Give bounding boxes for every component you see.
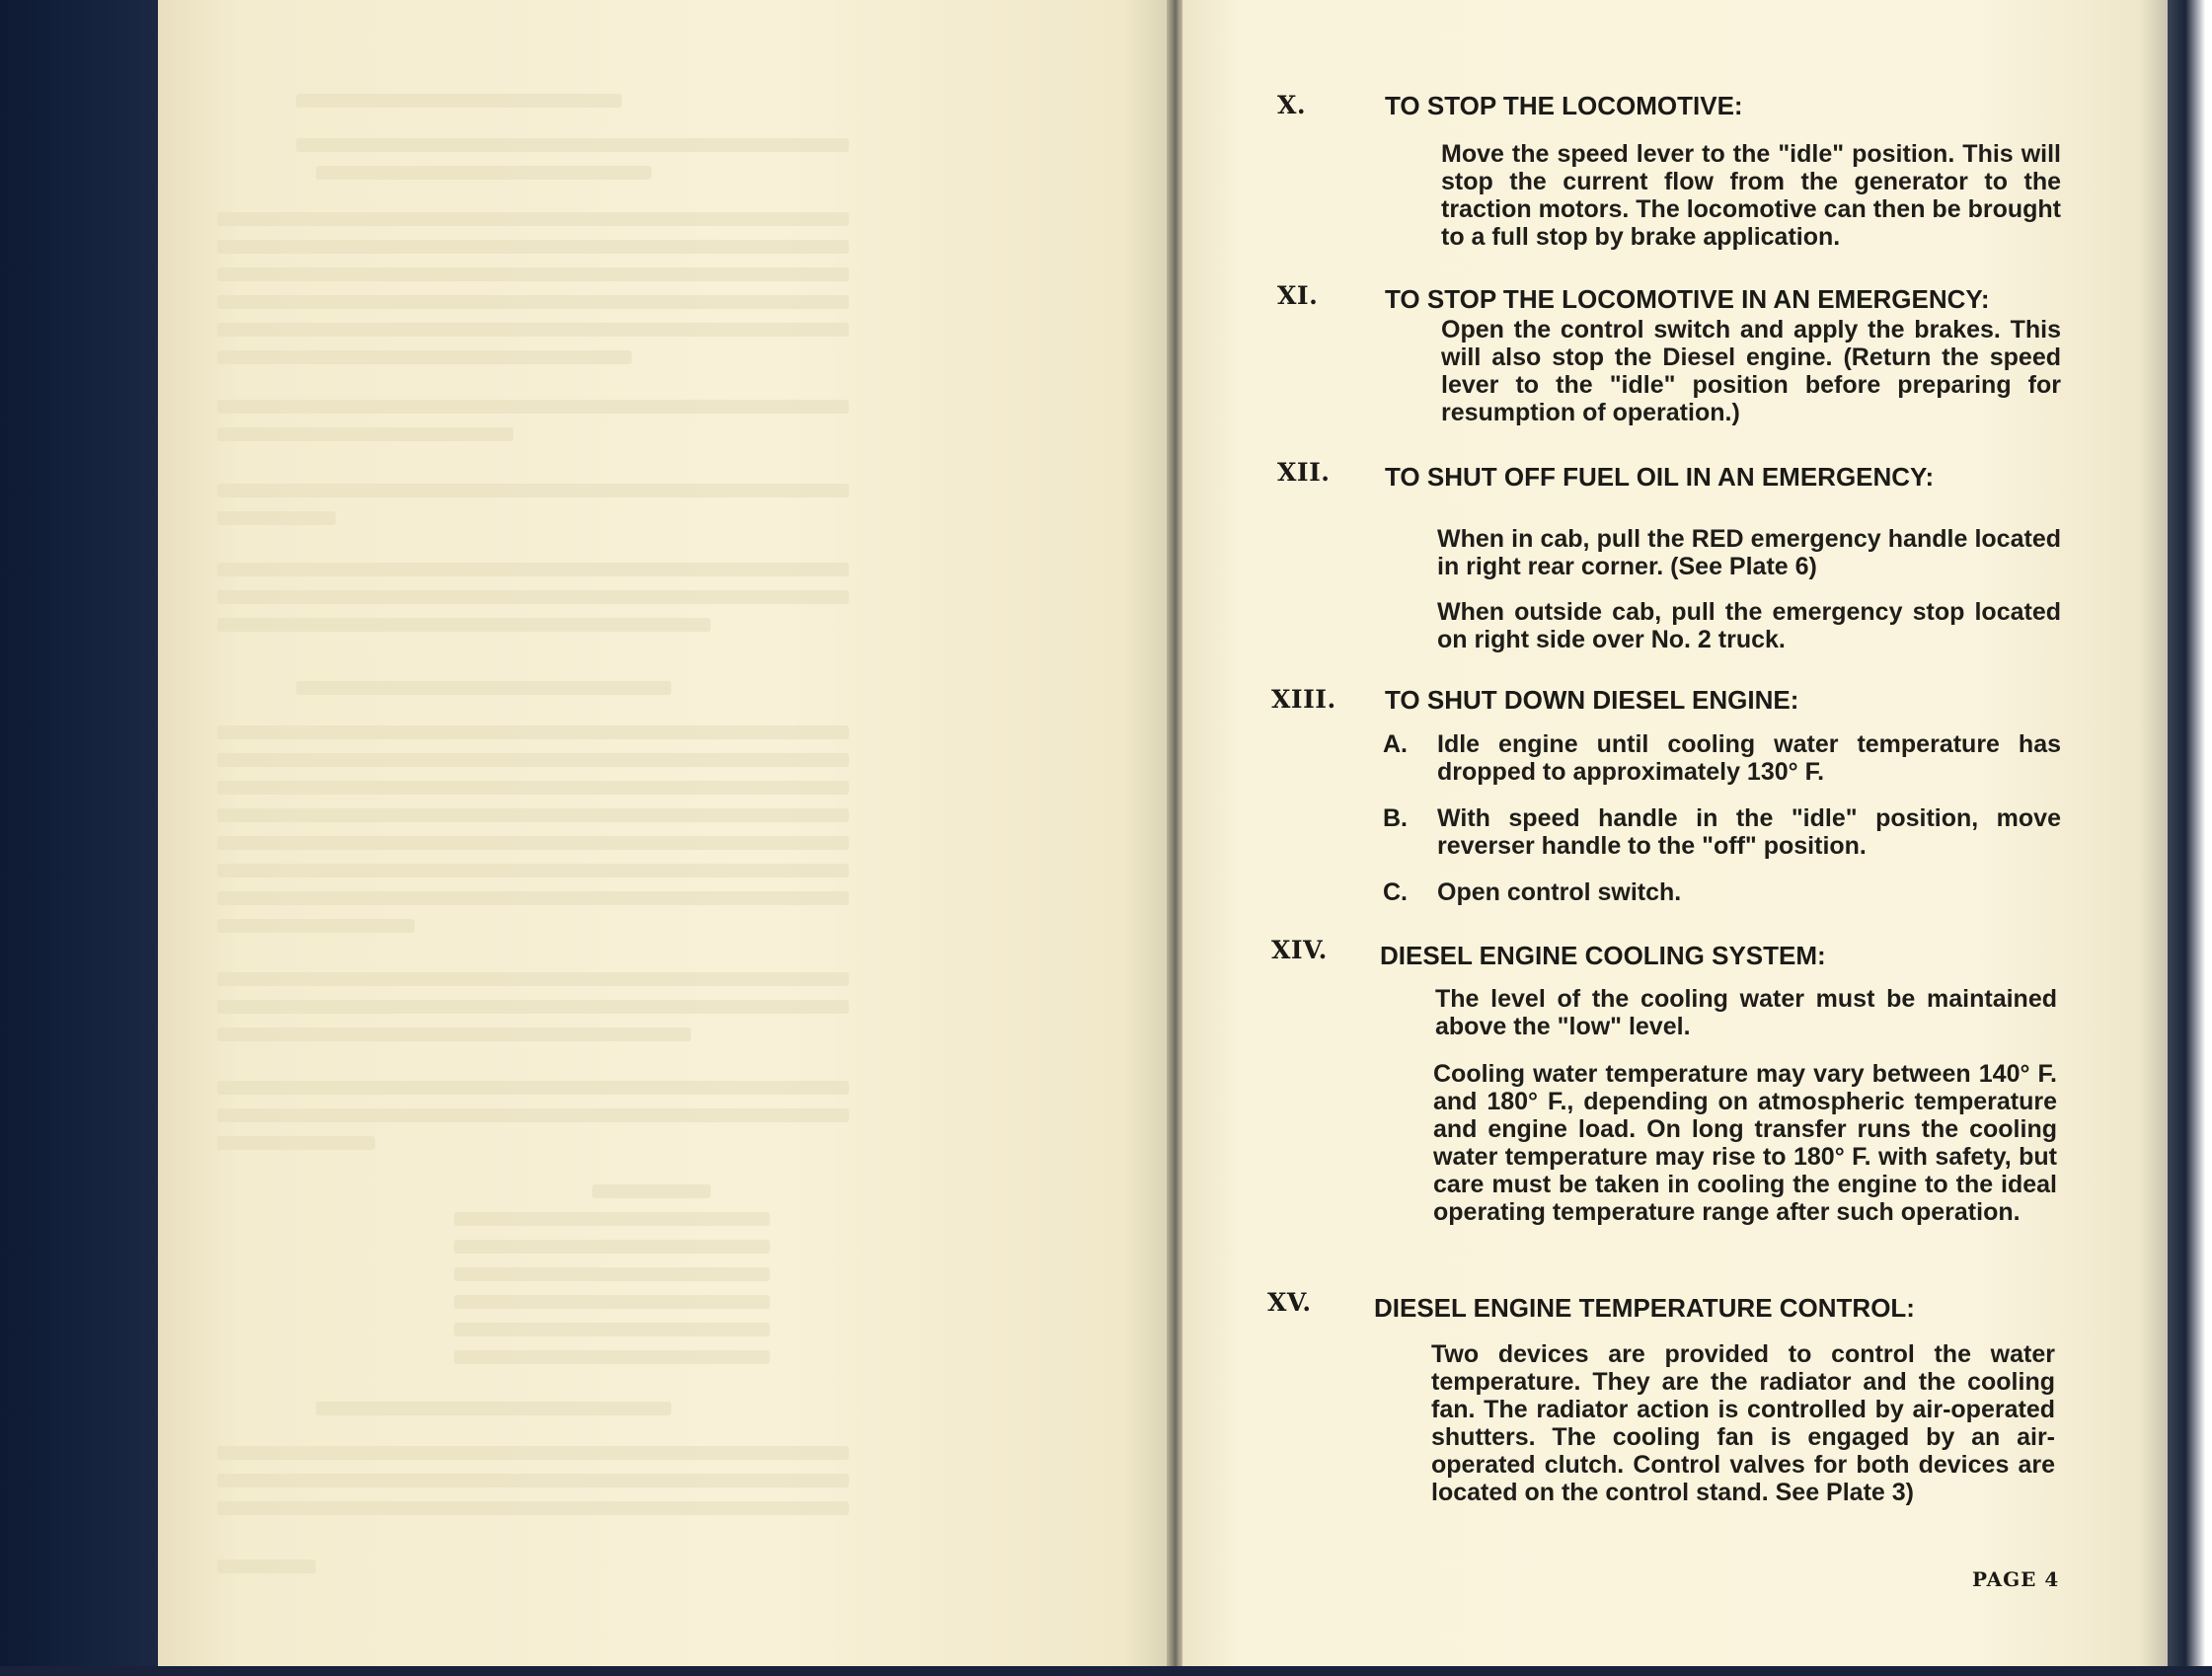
section-paragraph: Two devices are provided to control the water temperature. They are the radiator and the cooling fan. The radiator action is controlled by air-operated shutters. The cooling fan is engaged by an air-operated clutch. Control valves for both devices are located on the control stand. See Plate 3) [1431,1340,2055,1506]
section-heading: TO STOP THE LOCOMOTIVE IN AN EMERGENCY: [1385,284,1990,314]
bleed-through-text [158,0,1175,1668]
right-page [1182,0,2170,1668]
list-item-text: With speed handle in the "idle" position, move reverser handle to the "off" position. [1437,804,2061,860]
section-number: XV. [1267,1288,1312,1317]
section-number: X. [1277,91,1307,119]
section-number: XIV. [1271,936,1328,964]
list-item [1383,878,2064,910]
page-number: PAGE 4 [1972,1567,2060,1591]
list-item [1383,804,2064,864]
left-page [158,0,1175,1668]
section-heading: TO SHUT OFF FUEL OIL IN AN EMERGENCY: [1385,462,1935,492]
section-paragraph: The level of the cooling water must be maintained above the "low" level. [1435,985,2057,1040]
section-paragraph: When outside cab, pull the emergency stop located on right side over No. 2 truck. [1437,598,2061,653]
section-paragraph: Cooling water temperature may vary between 140° F. and 180° F., depending on atmospheric temperature and engine load. On long transfer runs the cooling water temperature may rise to 180° F. with safety, but care must be taken in cooling the engine to the ideal operating temperature range after such operation. [1433,1060,2057,1226]
section-number: XI. [1277,281,1319,310]
section-list [1182,0,2170,1668]
section-heading: DIESEL ENGINE TEMPERATURE CONTROL: [1374,1293,1915,1323]
book-cover-edge-bottom [0,1666,2212,1676]
book-cover-edge-right [2168,0,2212,1676]
section-heading: TO STOP THE LOCOMOTIVE: [1385,91,1743,120]
section-paragraph: Open the control switch and apply the brakes. This will also stop the Diesel engine. (Return the speed lever to the "idle" position before preparing for resumption of operation.) [1441,316,2061,426]
section-number: XIII. [1271,685,1336,714]
list-item-text: Open control switch. [1437,878,1682,906]
section-heading: DIESEL ENGINE COOLING SYSTEM: [1380,941,1826,970]
book-cover-edge-left [0,0,168,1676]
list-item [1383,730,2064,790]
section-paragraph: When in cab, pull the RED emergency handle located in right rear corner. (See Plate 6) [1437,525,2061,580]
section-heading: TO SHUT DOWN DIESEL ENGINE: [1385,685,1799,715]
list-item-letter: C. [1383,878,1408,906]
list-item-letter: B. [1383,804,1408,832]
section-paragraph: Move the speed lever to the "idle" position. This will stop the current flow from the generator to the traction motors. The locomotive can then be brought to a full stop by brake application. [1441,140,2061,251]
list-item-letter: A. [1383,730,1408,758]
section-number: XII. [1277,458,1331,487]
list-item-text: Idle engine until cooling water temperature has dropped to approximately 130° F. [1437,730,2061,786]
